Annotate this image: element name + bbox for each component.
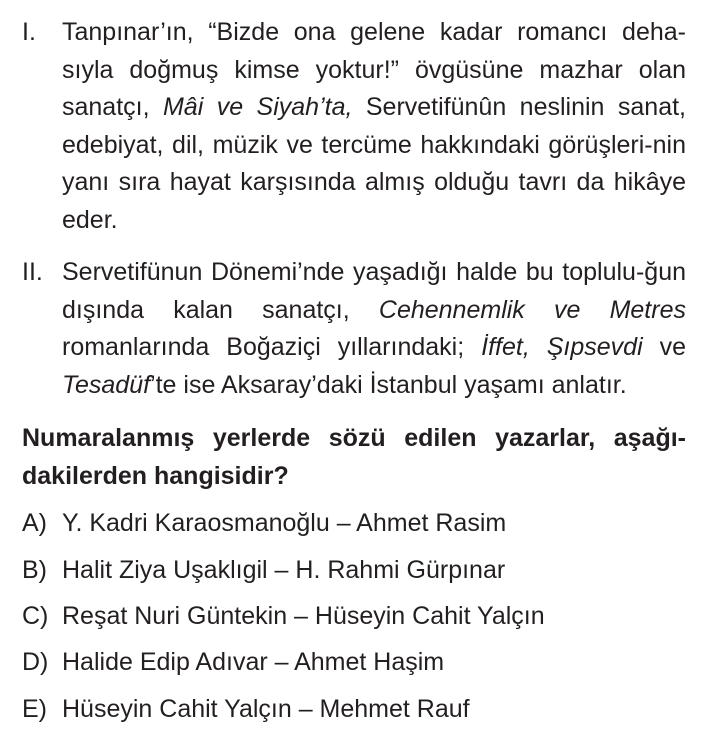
- option-text: Hüseyin Cahit Yalçın – Mehmet Rauf: [62, 695, 470, 723]
- option-letter: C): [22, 602, 49, 630]
- statement-text: [62, 254, 686, 404]
- statement-text-part: ’te ise Aksaray’daki İstanbul yaşamı anlatır.: [150, 370, 627, 399]
- statement-text-part: ve: [642, 333, 686, 362]
- option-text: Halit Ziya Uşaklıgil – H. Rahmi Gürpınar: [62, 556, 506, 584]
- statement-text-part: romanlarında Boğaziçi yıllarındaki;: [62, 333, 482, 362]
- answer-option-b[interactable]: [22, 555, 505, 585]
- statement-ii: [22, 254, 686, 404]
- option-text: Reşat Nuri Güntekin – Hüseyin Cahit Yalçın: [62, 602, 545, 630]
- statement-i: [22, 14, 686, 240]
- statement-number: II.: [22, 258, 43, 286]
- statement-text-part: Servetifünun Dönemi’nde yaşadığı halde bu toplulu-ğun dışında kalan sanatçı,: [62, 258, 686, 324]
- statement-number: I.: [22, 18, 36, 46]
- work-title: İffet, Şıpsevdi: [481, 333, 643, 362]
- work-title: Cehennemlik ve Metres: [378, 295, 686, 324]
- answer-option-a[interactable]: [22, 508, 506, 538]
- work-title: Tesadüf: [62, 370, 151, 399]
- option-letter: A): [22, 509, 47, 537]
- statement-text-part: Tanpınar’ın, “Bizde ona gelene kadar romancı deha-sıyla doğmuş kimse yoktur!” övgüsüne mazhar olan sanatçı,: [62, 18, 686, 122]
- answer-option-c[interactable]: [22, 601, 545, 631]
- question-stem: Numaralanmış yerlerde sözü edilen yazarlar, aşağı-dakilerden hangisidir?: [22, 424, 686, 490]
- option-letter: D): [22, 648, 49, 676]
- work-title: Mâi ve Siyah’ta,: [162, 93, 353, 122]
- statement-text: [62, 14, 686, 240]
- statement-text-part: Servetifünûn neslinin sanat, edebiyat, dil, müzik ve tercüme hakkındaki görüşleri-nin yanı sıra hayat karşısında almış olduğu tavrı da hikâye eder.: [62, 93, 686, 234]
- option-text: Y. Kadri Karaosmanoğlu – Ahmet Rasim: [62, 509, 507, 537]
- answer-option-e[interactable]: [22, 694, 470, 724]
- option-text: Halide Edip Adıvar – Ahmet Haşim: [62, 648, 445, 676]
- option-letter: E): [22, 695, 47, 723]
- option-letter: B): [22, 556, 47, 584]
- answer-option-d[interactable]: [22, 647, 444, 677]
